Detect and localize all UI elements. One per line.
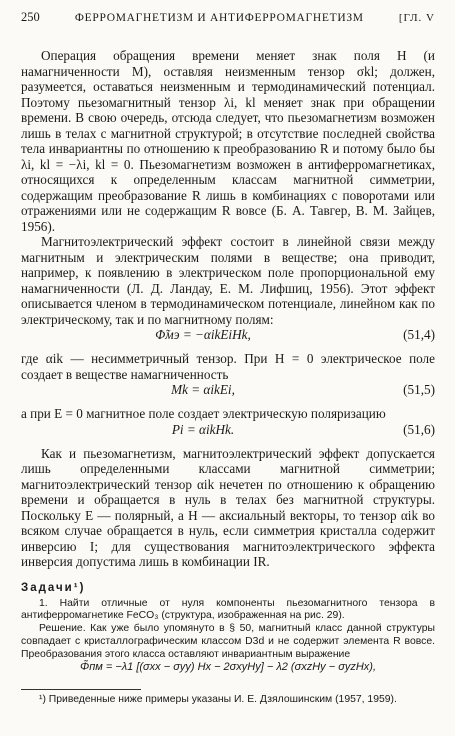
running-title: ФЕРРОМАГНЕТИЗМ И АНТИФЕРРОМАГНЕТИЗМ — [74, 12, 364, 24]
formula-51-5 — [21, 382, 435, 406]
formula-number: (51,6) — [403, 421, 435, 437]
footnote-divider — [21, 689, 141, 690]
footnote: ¹) Приведенные ниже примеры указаны И. Е. Дзялошинским (1957, 1959). — [39, 694, 397, 706]
formula-expression: Pi = αikHk. — [171, 421, 235, 437]
paragraph-time-reversal: Операция обращения времени меняет знак поля H (и намагниченности M), оставляя неизменным тензор σkl; должен, разумеется, оставаться неизменным и термодинамический потенциал. Поэтому пьезомагнитный тензор λi, kl меняет знак при обращении времени. В свою очередь, отсюда следует, что пьезомагнетизм возможен лишь в телах с магнитной структурой; в отсутствие последней свойства тела инвариантны по отношению к преобразованию R и потому было бы λi, kl = −λi, kl = 0. Пьезомагнетизм возможен в антиферромагнетиках, относящихся к определенным классам магнитной симметрии, содержащим преобразование R лишь в комбинациях с поворотами или отражениями или не содержащим R вовсе (Б. А. Тавгер, В. М. Зайцев, 1956). — [21, 48, 435, 234]
tasks-heading: Задачи¹) — [21, 581, 86, 594]
formula-invariant — [21, 661, 435, 683]
formula-number: (51,5) — [403, 382, 435, 397]
task-1-solution: Решение. Как уже было упомянуто в § 50, магнитный класс данной структуры совпадает с кристаллографическим классом D3d и не содержит элемента R вовсе. Преобразования этого класса оставляют инвариантным выражение — [21, 623, 435, 660]
running-header — [21, 10, 435, 27]
formula-51-4 — [21, 327, 435, 351]
tasks-section — [21, 598, 435, 684]
chapter-label: [ГЛ. V — [398, 12, 435, 24]
formula-expression: Φ̃пм = −λ1 [(σxx − σyy) Hx − 2σxyHy] − λ2 (σxzHy − σyzHx), — [79, 661, 377, 674]
main-text — [21, 48, 435, 570]
paragraph-asymmetric-tensor: где αik — несимметричный тензор. При H = 0 электрическое поле создает в веществе намагниченность — [21, 351, 435, 382]
formula-51-6 — [21, 422, 435, 446]
formula-expression: Φ̃мэ = −αikEiHk, — [155, 327, 251, 342]
task-1: 1. Найти отличные от нуля компоненты пьезомагнитного тензора в антиферромагнетике FeCO₃ (структура, изображенная на рис. 29). — [21, 597, 435, 622]
paragraph-symmetry: Как и пьезомагнетизм, магнитоэлектрический эффект допускается лишь определенными классами магнитной симметрии; магнитоэлектрический тензор αik нечетен по отношению к обращению времени и обращается в нуль в телах без магнитной структуры. Поскольку E — полярный, а H — аксиальный векторы, то тензор αik во всяком случае обращается в нуль, если симметрия кристалла содержит инверсию I; для существования магнитоэлектрического эффекта инверсия допустима лишь в комбинации IR. — [21, 445, 435, 569]
formula-expression: Mk = αikEi, — [171, 382, 235, 397]
page-number: 250 — [21, 10, 40, 24]
paragraph-magnetoelectric: Магнитоэлектрический эффект состоит в линейной связи между магнитным и электрическим полями в веществе; она приводит, например, к появлению в электрическом поле пропорциональной ему намагниченности (Л. Д. Ландау, Е. М. Лифшиц, 1956). Этот эффект описывается членом в термодинамическом потенциале, линейном как по электрическому, так и по магнитному полям: — [21, 234, 435, 327]
formula-number: (51,4) — [403, 327, 435, 342]
paragraph-polarization: а при E = 0 магнитное поле создает электрическую поляризацию — [21, 406, 386, 421]
